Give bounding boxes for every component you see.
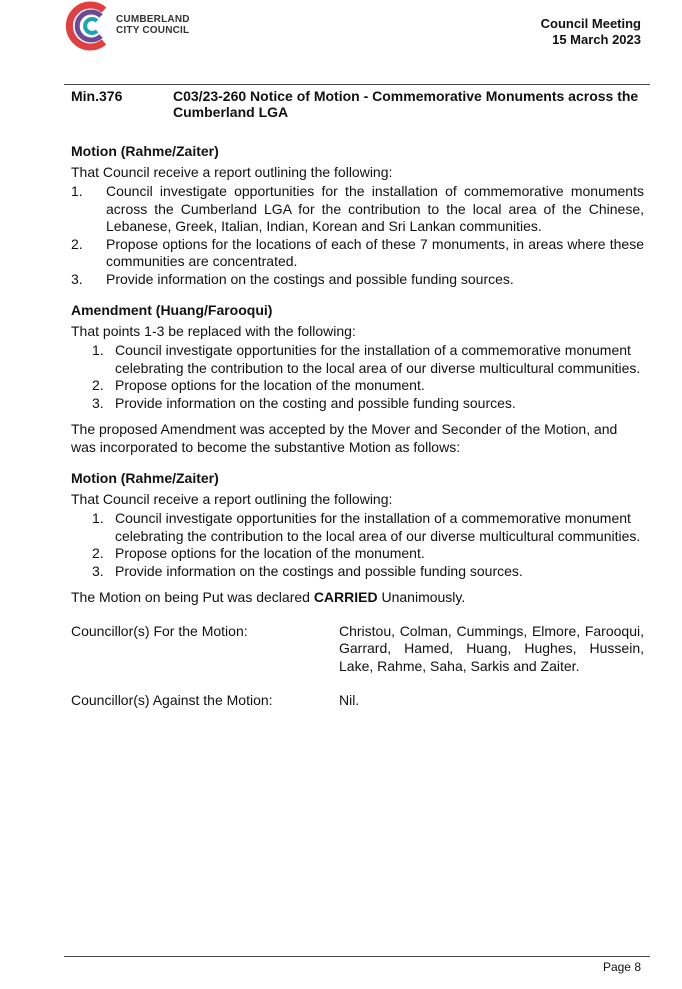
motion-heading: Motion (Rahme/Zaiter) <box>71 143 219 159</box>
amendment-accepted-text: The proposed Amendment was accepted by the Mover and Seconder of the Motion, and was incorporated to become the substantive Motion as follows: <box>71 421 618 455</box>
votes-for-label: Councillor(s) For the Motion: <box>71 622 248 639</box>
list-item: 2. Propose options for the locations of each of these 7 monuments, in areas where these communities are concentrated. <box>71 235 644 269</box>
minute-number: Min.376 <box>71 88 123 104</box>
list-item: 1. Council investigate opportunities for the installation of a commemorative monument celebrating the contribution to the local area of our diverse multicultural communities. <box>92 342 641 376</box>
motion-intro: That Council receive a report outlining the following: <box>71 163 393 180</box>
minute-title: C03/23-260 Notice of Motion - Commemorative Monuments across the Cumberland LGA <box>173 88 639 120</box>
minute-body <box>71 143 644 710</box>
council-logo-icon <box>64 0 114 52</box>
carried-label: CARRIED <box>313 589 378 605</box>
meeting-date: 15 March 2023 <box>552 32 641 47</box>
votes-for <box>71 623 644 676</box>
amendment-intro: That points 1-3 be replaced with the following: <box>71 322 356 339</box>
list-item: 2. Propose options for the location of the monument. <box>92 545 425 561</box>
list-item: 2. Propose options for the location of the monument. <box>92 377 425 393</box>
list-item: 3. Provide information on the costing and possible funding sources. <box>92 394 516 411</box>
page-number: Page 8 <box>602 960 641 974</box>
meeting-header <box>541 16 641 48</box>
motion-result: The Motion on being Put was declared CARRIED Unanimously. <box>71 589 466 605</box>
list-item: 3. Provide information on the costings and possible funding sources. <box>92 562 523 579</box>
votes-against-label: Councillor(s) Against the Motion: <box>71 692 273 708</box>
council-name: CUMBERLAND CITY COUNCIL <box>116 14 190 36</box>
list-item: 1. Council investigate opportunities for the installation of a commemorative monument celebrating the contribution to the local area of our diverse multicultural communities. <box>92 510 641 544</box>
motion-list <box>71 183 644 288</box>
list-item: 3. Provide information on the costings and possible funding sources. <box>71 270 514 287</box>
substantive-motion-heading: Motion (Rahme/Zaiter) <box>71 470 219 486</box>
votes-against <box>71 692 644 710</box>
votes-for-value: Christou, Colman, Cummings, Elmore, Farooqui, Garrard, Hamed, Huang, Hughes, Hussein, Lake, Rahme, Saha, Sarkis and Zaiter. <box>339 622 644 674</box>
substantive-motion-list <box>92 510 644 580</box>
votes-against-value: Nil. <box>339 692 360 708</box>
meeting-name: Council Meeting <box>540 16 641 31</box>
list-item: 1. Council investigate opportunities for the installation of commemorative monuments across the Cumberland LGA for the contribution to the local area of the Chinese, Lebanese, Greek, Italian, Indian, Korean and Sri Lankan communities. <box>71 183 644 234</box>
substantive-motion-intro: That Council receive a report outlining the following: <box>71 490 393 507</box>
amendment-heading: Amendment (Huang/Farooqui) <box>71 302 273 318</box>
amendment-list <box>92 342 644 412</box>
footer-divider <box>64 956 650 957</box>
header-divider <box>64 84 650 85</box>
